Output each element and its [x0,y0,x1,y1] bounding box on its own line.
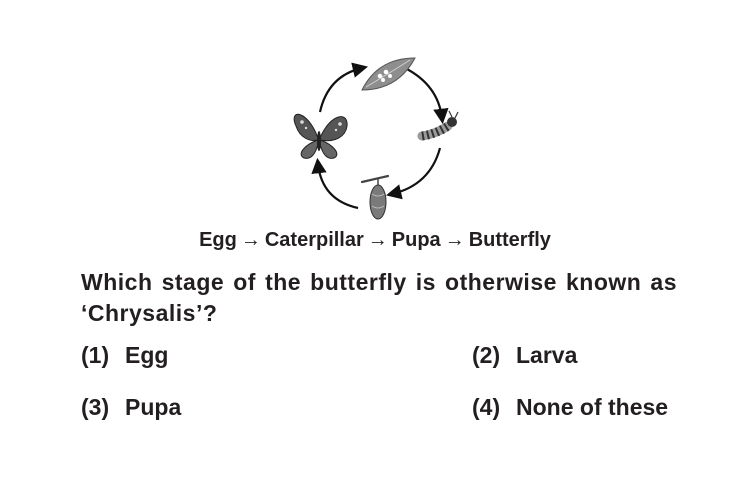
option-number: (2) [472,342,501,368]
life-cycle-caption [0,229,750,252]
stage-pupa-label: Pupa [391,229,441,251]
question-text: Which stage of the butterfly is otherwise known as ‘Chrysalis’? [81,269,677,326]
arrow-icon: → [240,229,261,251]
option-number: (1) [81,342,110,368]
arrow-icon: → [444,229,465,251]
stage-butterfly-label: Butterfly [468,229,551,251]
option-label: Egg [125,342,169,368]
option-4[interactable] [472,394,668,421]
cycle-arrow-caterpillar-to-pupa [392,148,440,194]
butterfly-icon [294,114,347,158]
stage-egg-label: Egg [199,229,237,251]
cycle-arrow-pupa-to-butterfly [318,164,358,208]
option-label: None of these [516,394,669,420]
chrysalis-icon [362,176,388,219]
caterpillar-icon [422,111,458,136]
option-label: Larva [516,342,578,368]
option-3[interactable] [81,394,181,421]
arrow-icon: → [367,229,388,251]
option-number: (4) [472,394,501,420]
option-number: (3) [81,394,110,420]
stage-caterpillar-label: Caterpillar [264,229,364,251]
cycle-arrow-egg-to-caterpillar [405,68,442,118]
cycle-arrow-butterfly-to-egg [320,68,362,112]
life-cycle-diagram [280,40,470,230]
option-2[interactable] [472,342,577,369]
option-1[interactable] [81,342,168,369]
leaf-with-eggs-icon [362,58,415,90]
option-label: Pupa [125,394,182,420]
